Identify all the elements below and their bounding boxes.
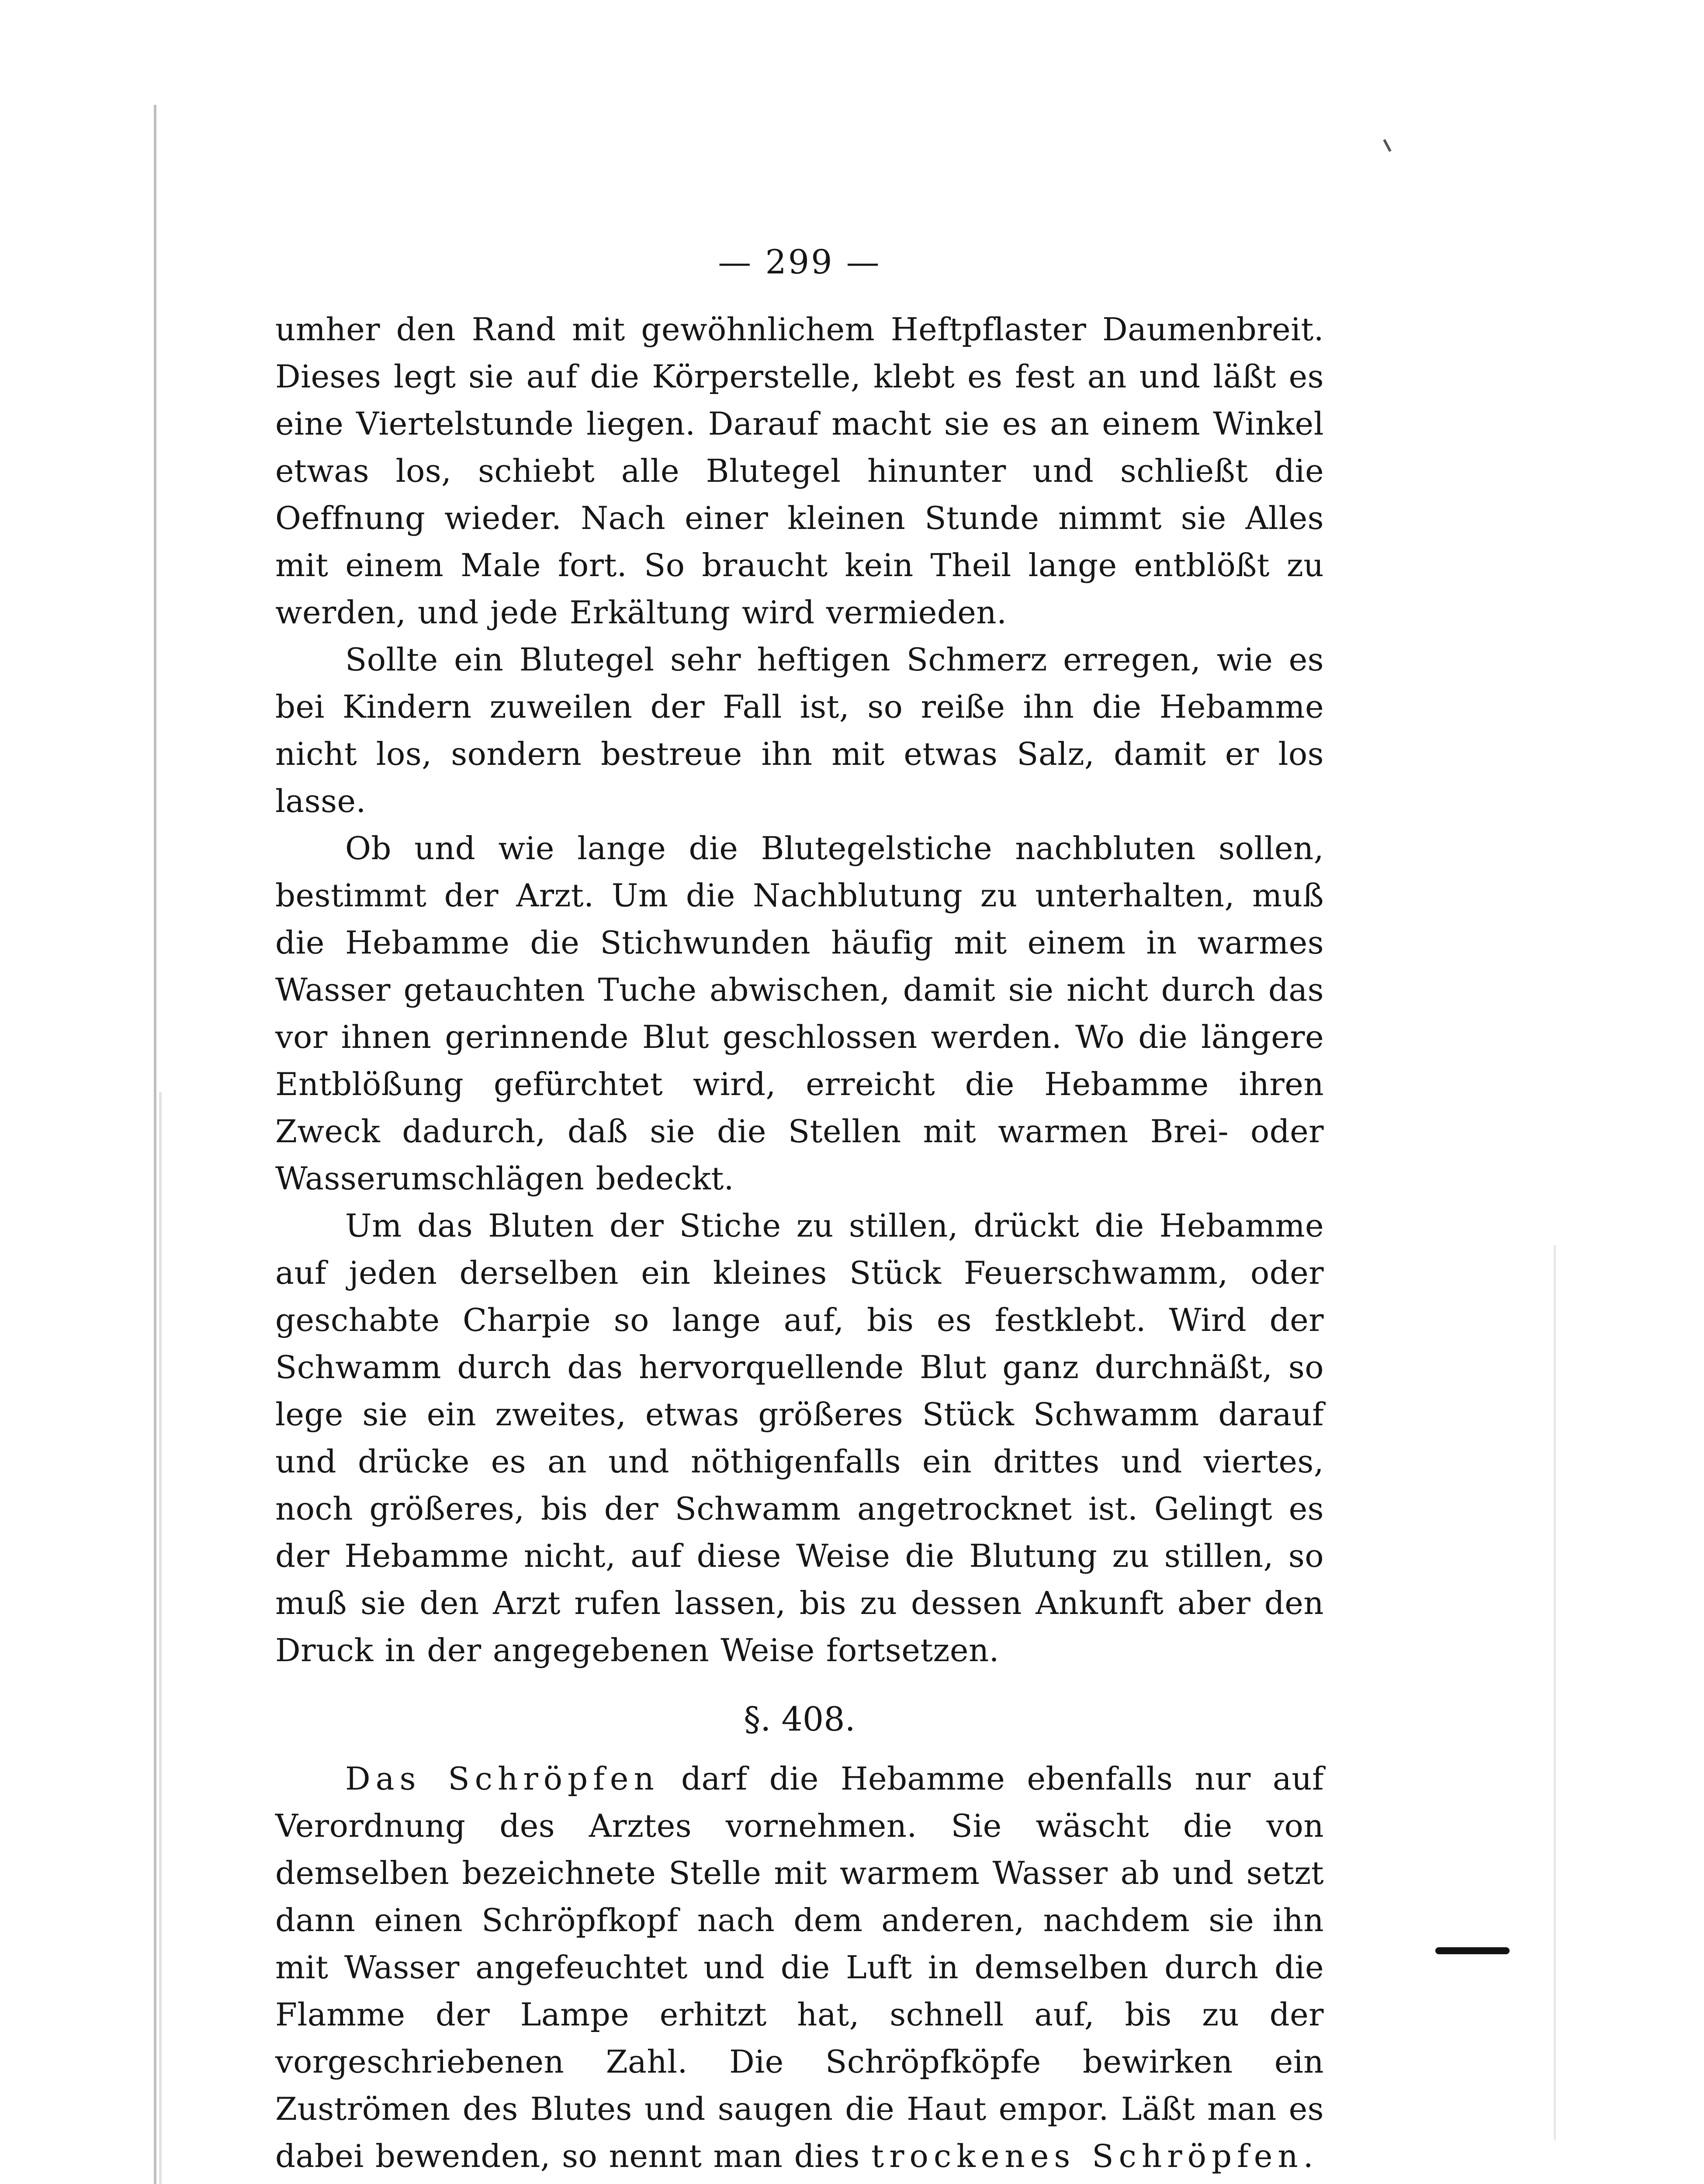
- scan-mark: [1383, 139, 1391, 152]
- scan-binding-edge-secondary: [159, 1092, 162, 2184]
- scan-dash-mark: [1435, 1947, 1510, 1954]
- paragraph-stopping-bleeding: Um das Bluten der Stiche zu stillen, drückt die Hebamme auf jeden derselben ein kleines Stück Feuerschwamm, oder geschabte Charpie so lange auf, bis es festklebt. Wird der Schwamm durch das hervorquellende Blut ganz durchnäßt, so lege sie ein zweites, etwas größeres Stück Schwamm darauf und drücke es an und nöthigenfalls ein drittes und viertes, noch größeres, bis der Schwamm angetrocknet ist. Gelingt es der Hebamme nicht, auf diese Weise die Blutung zu stillen, so muß sie den Arzt rufen lassen, bis zu dessen Ankunft aber den Druck in der angegebenen Weise fortsetzen.: [275, 1207, 1324, 1669]
- paragraph-after-bleeding: Ob und wie lange die Blutegelstiche nachbluten sollen, bestimmt der Arzt. Um die Nachblutung zu unterhalten, muß die Hebamme die Stichwunden häufig mit einem in warmes Wasser getauchten Tuche abwischen, damit sie nicht durch das vor ihnen gerinnende Blut geschlossen werden. Wo die längere Entblößung gefürchtet wird, erreicht die Hebamme ihren Zweck dadurch, daß sie die Stellen mit warmen Brei- oder Wasserumschlägen bedeckt.: [275, 830, 1324, 1197]
- paragraph-leech-pain: Sollte ein Blutegel sehr heftigen Schmerz erregen, wie es bei Kindern zuweilen der Fall ist, so reiße ihn die Hebamme nicht los, sondern bestreue ihn mit etwas Salz, damit er los lasse.: [275, 641, 1324, 819]
- paragraph-cupping: [275, 1755, 1324, 2180]
- paragraph-cupping-end: .: [1303, 2138, 1314, 2174]
- paragraph-continued: umher den Rand mit gewöhnlichem Heftpflaster Daumenbreit. Dieses legt sie auf die Körperstelle, klebt es fest an und läßt es eine Viertelstunde liegen. Darauf macht sie es an einem Winkel etwas los, schiebt alle Blutegel hinunter und schließt die Oeffnung wieder. Nach einer kleinen Stunde nimmt sie Alles mit einem Male fort. So braucht kein Theil lange entblößt zu werden, und jede Erkältung wird vermieden.: [275, 311, 1324, 631]
- emphasized-term: Das Schröpfen: [345, 1760, 659, 1797]
- paragraph-cupping-body: darf die Hebamme ebenfalls nur auf Verordnung des Arztes vornehmen. Sie wäscht die von demselben bezeichnete Stelle mit warmem Wasser ab und setzt dann einen Schröpfkopf nach dem anderen, nachdem sie ihn mit Wasser angefeuchtet und die Luft in demselben durch die Flamme der Lampe erhitzt hat, schnell auf, bis zu der vorgeschriebenen Zahl. Die Schröpfköpfe bewirken ein Zuströmen des Blutes und saugen die Haut empor. Läßt man es dabei bewenden, so nennt man dies: [275, 1760, 1324, 2174]
- emphasized-term-dry-cupping: trockenes Schröpfen: [871, 2138, 1303, 2174]
- section-heading: §. 408.: [744, 1700, 855, 1738]
- scan-binding-edge: [154, 105, 156, 2184]
- scan-bleed-line: [1554, 1245, 1556, 2140]
- book-page: [275, 242, 1324, 2180]
- page-number: — 299 —: [718, 242, 881, 281]
